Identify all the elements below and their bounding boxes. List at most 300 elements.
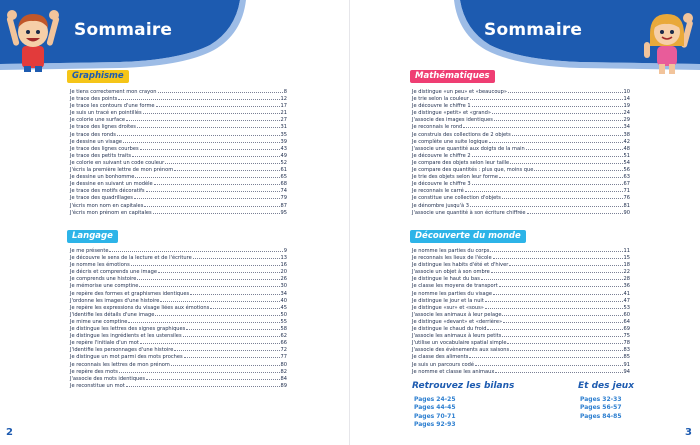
- toc-leader-dots: [502, 332, 622, 337]
- toc-entry: [70, 194, 287, 201]
- toc-entry-page: 74: [280, 188, 287, 195]
- toc-leader-dots: [481, 275, 623, 280]
- toc-leader-dots: [472, 180, 623, 185]
- toc-entry: [70, 95, 287, 102]
- langage-list: [70, 247, 287, 389]
- toc-entry-page: 30: [280, 283, 287, 290]
- toc-leader-dots: [469, 353, 622, 358]
- toc-entry-page: 15: [623, 255, 630, 262]
- toc-leader-dots: [485, 297, 623, 302]
- toc-entry: [412, 109, 630, 116]
- toc-leader-dots: [512, 131, 623, 136]
- toc-entry-title: Je complète une suite logique: [412, 138, 488, 145]
- toc-entry-page: 17: [280, 103, 287, 110]
- toc-entry-title: Je dessine en suivant un modèle: [70, 181, 153, 188]
- toc-entry: [70, 382, 287, 389]
- toc-entry-page: 81: [623, 202, 630, 209]
- toc-entry-title: Je distingue le chaud du froid: [412, 326, 487, 333]
- toc-entry-page: 76: [623, 195, 630, 202]
- toc-entry: [70, 261, 287, 268]
- toc-entry-title: Je découvre le chiffre 2: [412, 152, 471, 159]
- page-title: Sommaire: [74, 20, 173, 40]
- toc-entry: [70, 202, 287, 209]
- toc-entry-page: 89: [280, 382, 287, 389]
- toc-leader-dots: [527, 209, 623, 214]
- toc-leader-dots: [128, 318, 279, 323]
- toc-entry: [70, 187, 287, 194]
- toc-entry-title: Je trace des ronds: [70, 131, 116, 138]
- toc-leader-dots: [503, 318, 622, 323]
- toc-entry: [412, 311, 630, 318]
- section-tag-langage: Langage: [67, 230, 118, 243]
- section-tag-graphisme: Graphisme: [67, 70, 129, 83]
- decouverte-list: [412, 247, 630, 375]
- toc-entry-page: 42: [623, 138, 630, 145]
- toc-leader-dots: [144, 202, 279, 207]
- toc-leader-dots: [118, 95, 279, 100]
- toc-leader-dots: [499, 173, 623, 178]
- toc-entry-page: 80: [280, 361, 287, 368]
- toc-entry-page: 22: [623, 269, 630, 276]
- toc-entry: [70, 166, 287, 173]
- toc-entry-title: Je distingue les habits d'été et d'hiver: [412, 262, 509, 269]
- toc-leader-dots: [143, 109, 280, 114]
- toc-leader-dots: [184, 353, 280, 358]
- toc-entry-title: Je compare des objets selon leur taille: [412, 159, 510, 166]
- toc-entry: [412, 353, 630, 360]
- toc-entry-title: Je tiens correctement mon crayon: [70, 89, 157, 95]
- toc-entry: [70, 88, 287, 95]
- toc-entry-title: Je nomme et classe les animaux: [412, 368, 495, 375]
- toc-entry: [412, 275, 630, 282]
- toc-leader-dots: [493, 254, 623, 259]
- toc-entry: [412, 173, 630, 180]
- toc-entry: [70, 346, 287, 353]
- toc-entry-page: 28: [623, 276, 630, 283]
- toc-entry-title: Je repère des mots: [70, 368, 118, 375]
- toc-entry: [70, 173, 287, 180]
- toc-entry-title: Je découvre le sens de la lecture et de l'écriture: [70, 255, 192, 262]
- toc-leader-dots: [502, 194, 623, 199]
- toc-entry-title: Je distingue les ingrédients et les ustensiles: [70, 333, 182, 340]
- toc-entry-title: Je dessine un bonhomme: [70, 174, 135, 181]
- toc-entry-page: 8: [283, 89, 287, 95]
- toc-entry-title: Je repère des formes et graphismes identiques: [70, 290, 190, 297]
- toc-entry-page: 71: [623, 188, 630, 195]
- toc-entry-title: Je distingue le jour et la nuit: [412, 297, 484, 304]
- toc-leader-dots: [502, 311, 622, 316]
- section-tag-mathematiques: Mathématiques: [410, 70, 495, 83]
- toc-leader-dots: [146, 375, 279, 380]
- toc-entry: [70, 375, 287, 382]
- toc-entry-page: 50: [280, 311, 287, 318]
- toc-entry-title: J'utilise un vocabulaire spatial simple: [412, 340, 507, 347]
- toc-entry-page: 85: [623, 354, 630, 361]
- toc-entry-title: Je suis un tracé en pointillés: [70, 110, 142, 117]
- page-range: Pages 70-71: [414, 412, 456, 420]
- toc-entry-title: Je reconnais les lieux de l'école: [412, 255, 492, 262]
- toc-entry-title: J'identifie les personnages d'une histoire: [70, 347, 174, 354]
- toc-entry: [412, 166, 630, 173]
- jeux-pages: [580, 396, 622, 421]
- toc-entry-page: 69: [623, 326, 630, 333]
- toc-entry: [70, 247, 287, 254]
- toc-entry-page: 79: [280, 195, 287, 202]
- toc-leader-dots: [487, 325, 622, 330]
- toc-entry-title: Je trace des petits traits: [70, 152, 131, 159]
- toc-entry-title: J'écris mon prénom en capitales: [70, 209, 152, 216]
- toc-entry-title: J'associe des évènements aux saisons: [412, 347, 510, 354]
- toc-entry-title: Je découvre le chiffre 3: [412, 181, 471, 188]
- toc-leader-dots: [174, 346, 279, 351]
- toc-leader-dots: [193, 254, 280, 259]
- page-range: Pages 92-93: [414, 420, 456, 428]
- toc-leader-dots: [109, 247, 282, 252]
- toc-entry: [70, 159, 287, 166]
- toc-entry-title: Je repère l'initiale d'un mot: [70, 340, 139, 347]
- toc-entry-title: J'identifie les détails d'une image: [70, 311, 155, 318]
- graphisme-list: [70, 88, 287, 216]
- toc-leader-dots: [510, 346, 622, 351]
- toc-leader-dots: [475, 361, 622, 366]
- toc-entry-page: 20: [280, 269, 287, 276]
- toc-entry: [412, 131, 630, 138]
- toc-leader-dots: [174, 166, 279, 171]
- toc-entry-page: 72: [280, 347, 287, 354]
- toc-entry-page: 78: [623, 340, 630, 347]
- toc-entry: [70, 152, 287, 159]
- toc-leader-dots: [126, 382, 280, 387]
- toc-entry: [70, 332, 287, 339]
- toc-entry-page: 84: [280, 375, 287, 382]
- toc-entry-page: 67: [623, 181, 630, 188]
- toc-entry-page: 87: [280, 202, 287, 209]
- toc-entry: [412, 368, 630, 375]
- toc-entry: [70, 254, 287, 261]
- toc-leader-dots: [526, 145, 623, 150]
- toc-entry: [70, 282, 287, 289]
- toc-entry-title: J'associe des images identiques: [412, 117, 493, 124]
- toc-entry: [70, 318, 287, 325]
- toc-entry-page: 38: [623, 131, 630, 138]
- toc-leader-dots: [155, 311, 279, 316]
- toc-entry: [412, 159, 630, 166]
- toc-entry-title: Je construis des collections de 2 objets: [412, 131, 511, 138]
- toc-entry-title: Je décris et comprends une image: [70, 269, 157, 276]
- toc-entry: [70, 145, 287, 152]
- toc-entry-page: 77: [280, 354, 287, 361]
- toc-entry-page: 29: [623, 117, 630, 124]
- toc-entry: [412, 282, 630, 289]
- toc-leader-dots: [470, 95, 623, 100]
- toc-entry-title: Je mémorise une comptine: [70, 283, 139, 290]
- toc-entry: [412, 332, 630, 339]
- toc-entry-title: J'écris mon nom en capitales: [70, 202, 144, 209]
- toc-entry: [70, 268, 287, 275]
- toc-entry: [412, 88, 630, 95]
- toc-leader-dots: [495, 368, 622, 373]
- toc-entry: [412, 290, 630, 297]
- toc-entry: [70, 311, 287, 318]
- boy-illustration: [6, 6, 60, 72]
- toc-entry: [70, 209, 287, 216]
- toc-entry-title: Je découvre le chiffre 1: [412, 103, 471, 110]
- toc-entry: [70, 368, 287, 375]
- page-range: Pages 84-85: [580, 412, 622, 420]
- toc-entry-page: 31: [280, 124, 287, 131]
- toc-entry-page: 11: [623, 248, 630, 254]
- toc-entry-page: 60: [623, 311, 630, 318]
- toc-entry-title: Je nomme les émotions: [70, 262, 130, 269]
- toc-entry-page: 56: [623, 167, 630, 174]
- toc-leader-dots: [134, 194, 280, 199]
- toc-entry-page: 16: [280, 262, 287, 269]
- toc-entry-page: 82: [280, 368, 287, 375]
- toc-entry: [70, 180, 287, 187]
- toc-leader-dots: [485, 304, 623, 309]
- toc-leader-dots: [490, 247, 622, 252]
- toc-leader-dots: [507, 339, 622, 344]
- page-range: Pages 56-57: [580, 404, 622, 412]
- toc-entry: [412, 138, 630, 145]
- toc-entry-page: 52: [280, 159, 287, 166]
- toc-entry-page: 43: [280, 145, 287, 152]
- toc-entry-title: Je trie des objets selon leur forme: [412, 174, 498, 181]
- toc-entry: [412, 180, 630, 187]
- toc-entry: [412, 102, 630, 109]
- toc-leader-dots: [492, 109, 623, 114]
- toc-leader-dots: [132, 152, 280, 157]
- toc-entry: [70, 290, 287, 297]
- toc-leader-dots: [470, 202, 622, 207]
- toc-entry: [412, 325, 630, 332]
- toc-entry-title: Je distingue les lettres des signes graphiques: [70, 326, 186, 333]
- toc-entry: [412, 145, 630, 152]
- toc-entry: [412, 346, 630, 353]
- toc-entry-title: Je reconnais le carré: [412, 188, 464, 195]
- toc-entry: [412, 318, 630, 325]
- toc-entry-title: Je distingue «devant» et «derrière»: [412, 318, 503, 325]
- toc-leader-dots: [508, 88, 623, 93]
- toc-entry-page: 10: [623, 89, 630, 95]
- toc-entry-page: 66: [280, 340, 287, 347]
- toc-entry: [412, 202, 630, 209]
- toc-entry: [70, 339, 287, 346]
- toc-entry-title: Je trace des lignes courbes: [70, 145, 139, 152]
- toc-entry: [412, 194, 630, 201]
- toc-leader-dots: [499, 282, 623, 287]
- toc-entry-page: 18: [623, 262, 630, 269]
- toc-leader-dots: [489, 138, 623, 143]
- toc-entry-title: J'écris la première lettre de mon prénom: [70, 167, 174, 174]
- toc-entry-page: 90: [623, 209, 630, 216]
- page-number-left: 2: [6, 427, 13, 438]
- right-page: [350, 0, 700, 445]
- toc-leader-dots: [494, 116, 623, 121]
- toc-leader-dots: [137, 123, 280, 128]
- page-range: Pages 32-33: [580, 396, 622, 403]
- toc-entry: [412, 116, 630, 123]
- toc-entry-title: J'associe un objet à son ombre: [412, 269, 490, 276]
- toc-entry: [412, 254, 630, 261]
- toc-entry-page: 41: [623, 290, 630, 297]
- toc-entry: [412, 187, 630, 194]
- toc-entry-title: J'associe une quantité aux doigts de la main: [412, 145, 525, 152]
- page-range: Pages 44-45: [414, 404, 456, 412]
- toc-entry-page: 55: [280, 318, 287, 325]
- toc-entry-page: 95: [280, 209, 287, 216]
- toc-leader-dots: [534, 166, 622, 171]
- toc-entry-page: 94: [623, 368, 630, 375]
- section-tag-decouverte: Découverte du monde: [410, 230, 526, 243]
- toc-leader-dots: [135, 173, 279, 178]
- toc-entry-page: 35: [280, 131, 287, 138]
- toc-entry: [70, 325, 287, 332]
- toc-entry: [412, 95, 630, 102]
- toc-entry-title: J'associe des mots identiques: [70, 375, 146, 382]
- toc-entry-title: Je mime une comptine: [70, 318, 128, 325]
- toc-entry-title: Je colorie une surface: [70, 117, 126, 124]
- toc-entry-title: Je trace des lignes droites: [70, 124, 136, 131]
- toc-leader-dots: [146, 187, 280, 192]
- toc-leader-dots: [153, 209, 280, 214]
- toc-entry-title: Je me présente: [70, 248, 109, 254]
- toc-entry-title: Je nomme les parties du visage: [412, 290, 493, 297]
- toc-leader-dots: [472, 102, 623, 107]
- toc-entry-page: 45: [280, 304, 287, 311]
- toc-entry: [412, 123, 630, 130]
- bilans-pages: [414, 396, 456, 429]
- toc-entry-title: Je distingue un mot parmi des mots proches: [70, 354, 183, 361]
- toc-entry-title: Je nomme les parties du corps: [412, 248, 490, 254]
- toc-entry-page: 75: [623, 333, 630, 340]
- toc-entry: [412, 247, 630, 254]
- toc-entry: [412, 297, 630, 304]
- toc-entry: [412, 268, 630, 275]
- toc-entry-title: Je colorie en suivant un code couleur: [70, 159, 165, 166]
- toc-leader-dots: [119, 368, 280, 373]
- toc-leader-dots: [131, 261, 280, 266]
- toc-entry-page: 21: [280, 110, 287, 117]
- toc-entry-title: Je dessine un visage: [70, 138, 122, 145]
- toc-entry-page: 19: [623, 103, 630, 110]
- toc-entry-title: Je compare des quantités : plus que, moins que: [412, 167, 534, 174]
- girl-illustration: [640, 6, 694, 74]
- toc-leader-dots: [165, 159, 279, 164]
- mathematiques-list: [412, 88, 630, 216]
- toc-entry-title: Je trace des quadrillages: [70, 195, 133, 202]
- toc-entry-title: Je classe les moyens de transport: [412, 283, 498, 290]
- toc-entry-page: 68: [280, 181, 287, 188]
- toc-entry: [70, 131, 287, 138]
- toc-entry-title: Je distingue le haut du bas: [412, 276, 480, 283]
- toc-entry-page: 12: [280, 96, 287, 103]
- toc-leader-dots: [210, 304, 279, 309]
- toc-entry-page: 53: [623, 304, 630, 311]
- toc-entry-page: 26: [280, 276, 287, 283]
- toc-entry-page: 40: [280, 297, 287, 304]
- toc-leader-dots: [137, 275, 279, 280]
- toc-entry-title: Je distingue «un peu» et «beaucoup»: [412, 89, 508, 95]
- toc-entry-title: Je trace des points: [70, 96, 118, 103]
- toc-leader-dots: [154, 180, 280, 185]
- toc-entry-title: Je trace les contours d'une forme: [70, 103, 155, 110]
- toc-entry-page: 39: [280, 138, 287, 145]
- toc-entry: [70, 304, 287, 311]
- toc-leader-dots: [139, 282, 279, 287]
- toc-leader-dots: [117, 131, 280, 136]
- toc-entry-title: J'ordonne les images d'une histoire: [70, 297, 160, 304]
- toc-leader-dots: [156, 102, 280, 107]
- toc-entry-title: Je reconstitue un mot: [70, 382, 125, 389]
- toc-entry: [70, 109, 287, 116]
- toc-entry-page: 64: [623, 318, 630, 325]
- toc-entry: [70, 138, 287, 145]
- toc-entry-page: 9: [283, 248, 287, 254]
- page-title: Sommaire: [484, 20, 583, 40]
- toc-leader-dots: [158, 268, 280, 273]
- toc-entry-page: 34: [280, 290, 287, 297]
- toc-entry-page: 14: [623, 96, 630, 103]
- toc-leader-dots: [126, 116, 280, 121]
- toc-entry-page: 47: [623, 297, 630, 304]
- toc-entry-page: 58: [280, 326, 287, 333]
- toc-leader-dots: [140, 145, 280, 150]
- toc-entry-title: Je suis un parcours codé: [412, 361, 475, 368]
- toc-leader-dots: [510, 159, 622, 164]
- toc-entry-page: 83: [623, 347, 630, 354]
- toc-entry: [70, 102, 287, 109]
- toc-leader-dots: [463, 123, 622, 128]
- toc-entry-title: Je constitue une collection d'objets: [412, 195, 501, 202]
- toc-entry-page: 51: [623, 152, 630, 159]
- toc-leader-dots: [509, 261, 622, 266]
- toc-entry-page: 36: [623, 283, 630, 290]
- toc-entry: [412, 261, 630, 268]
- toc-entry-page: 13: [280, 255, 287, 262]
- toc-entry-page: 48: [623, 145, 630, 152]
- toc-leader-dots: [123, 138, 280, 143]
- toc-entry-title: Je comprends une histoire: [70, 276, 137, 283]
- toc-entry-title: Je repère les expressions du visage liées aux émotions: [70, 304, 210, 311]
- toc-entry-page: 24: [623, 110, 630, 117]
- toc-entry: [412, 152, 630, 159]
- bilans-title: Retrouvez les bilans: [412, 381, 515, 391]
- toc-entry-title: Je distingue «petit» et «grand»: [412, 110, 491, 117]
- page-range: Pages 24-25: [414, 396, 456, 403]
- toc-entry-page: 91: [623, 361, 630, 368]
- toc-entry-title: Je classe des aliments: [412, 354, 469, 361]
- toc-entry-title: Je trie selon la couleur: [412, 96, 469, 103]
- toc-leader-dots: [491, 268, 623, 273]
- toc-leader-dots: [140, 339, 280, 344]
- toc-entry-title: Je reconnais le rond: [412, 124, 463, 131]
- toc-entry-title: J'associe les animaux à leur pelage: [412, 311, 502, 318]
- toc-entry: [70, 361, 287, 368]
- toc-entry-page: 49: [280, 152, 287, 159]
- toc-leader-dots: [190, 290, 279, 295]
- jeux-title: Et des jeux: [578, 381, 635, 391]
- toc-entry-title: Je distingue «sur» et «sous»: [412, 304, 484, 311]
- toc-entry: [412, 361, 630, 368]
- toc-entry: [412, 339, 630, 346]
- toc-entry-title: J'associe une quantité à son écriture chiffrée: [412, 209, 526, 216]
- toc-leader-dots: [158, 88, 283, 93]
- toc-leader-dots: [186, 325, 279, 330]
- toc-entry: [70, 297, 287, 304]
- toc-entry-title: Je reconnais les lettres de mon prénom: [70, 361, 170, 368]
- page-number-right: 3: [685, 427, 692, 438]
